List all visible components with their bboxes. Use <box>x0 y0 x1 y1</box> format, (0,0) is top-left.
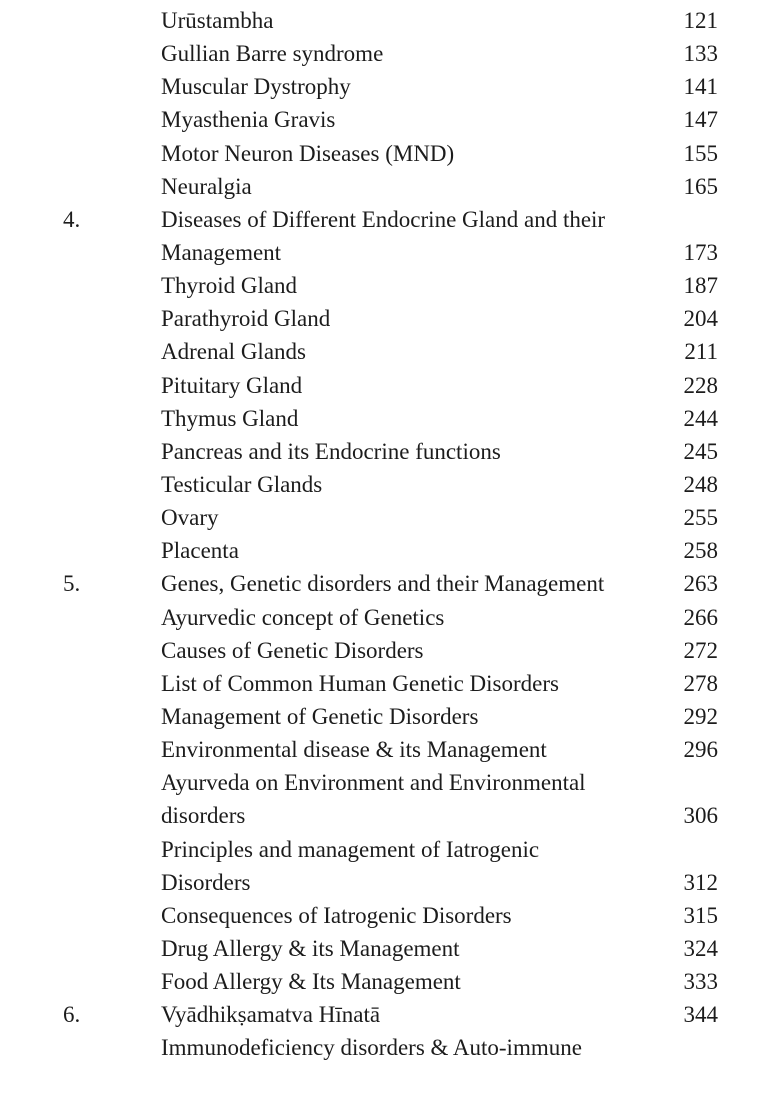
toc-row <box>0 833 780 866</box>
toc-row <box>0 468 780 501</box>
toc-row <box>0 965 780 998</box>
entry-title: Placenta <box>161 538 239 564</box>
entry-title: Parathyroid Gland <box>161 306 331 332</box>
entry-title: Thyroid Gland <box>161 273 298 299</box>
entry-title: Gullian Barre syndrome <box>161 41 384 67</box>
entry-title: Ayurvedic concept of Genetics <box>161 604 445 630</box>
toc-row <box>0 335 780 368</box>
page-number: 266 <box>683 604 718 630</box>
toc-row <box>0 4 780 37</box>
toc-row <box>0 103 780 136</box>
toc-row <box>0 700 780 733</box>
entry-title: Adrenal Glands <box>161 339 306 365</box>
entry-title: Pituitary Gland <box>161 372 303 398</box>
entry-title: Genes, Genetic disorders and their Management <box>161 571 605 597</box>
toc-row <box>0 634 780 667</box>
entry-title: Disorders <box>161 869 251 895</box>
page-number: 312 <box>683 869 718 895</box>
page-number: 344 <box>683 1002 718 1028</box>
entry-title: Immunodeficiency disorders & Auto-immune <box>161 1035 582 1061</box>
page-number: 244 <box>683 405 718 431</box>
chapter-number: 4. <box>63 206 81 232</box>
entry-title: Muscular Dystrophy <box>161 74 351 100</box>
page-number: 155 <box>683 140 718 166</box>
toc-row <box>0 302 780 335</box>
toc-row <box>0 402 780 435</box>
toc-row <box>0 170 780 203</box>
toc-row <box>0 601 780 634</box>
page-number: 324 <box>683 935 718 961</box>
page-number: 258 <box>683 538 718 564</box>
entry-title: Principles and management of Iatrogenic <box>161 836 540 862</box>
entry-title: Causes of Genetic Disorders <box>161 637 424 663</box>
toc-row <box>0 435 780 468</box>
page-number: 228 <box>683 372 718 398</box>
page-number: 204 <box>683 306 718 332</box>
toc-row <box>0 236 780 269</box>
toc-row <box>0 534 780 567</box>
page-number: 121 <box>683 8 718 33</box>
toc-row <box>0 1031 780 1064</box>
toc-row <box>0 269 780 302</box>
toc-row <box>0 998 780 1031</box>
toc-row <box>0 866 780 899</box>
toc-row <box>0 369 780 402</box>
entry-title: Consequences of Iatrogenic Disorders <box>161 902 512 928</box>
chapter-number: 6. <box>63 1002 81 1028</box>
table-of-contents <box>0 4 780 1065</box>
entry-title: Environmental disease & its Management <box>161 737 547 763</box>
entry-title: Ovary <box>161 505 219 531</box>
entry-title: Management of Genetic Disorders <box>161 703 479 729</box>
entry-title: Ayurveda on Environment and Environmental <box>161 770 586 796</box>
page-number: 296 <box>683 737 718 763</box>
toc-row <box>0 501 780 534</box>
page-number: 245 <box>683 438 718 464</box>
page-number: 255 <box>683 505 718 531</box>
toc-row <box>0 37 780 70</box>
toc-row <box>0 203 780 236</box>
toc-row <box>0 567 780 600</box>
toc-row <box>0 667 780 700</box>
entry-title: Food Allergy & Its Management <box>161 969 461 995</box>
page-number: 133 <box>683 41 718 67</box>
toc-row <box>0 932 780 965</box>
page-number: 263 <box>683 571 718 597</box>
page-number: 147 <box>683 107 718 133</box>
page-number: 173 <box>683 239 718 265</box>
page-number: 211 <box>684 339 718 365</box>
entry-title: Drug Allergy & its Management <box>161 935 460 961</box>
toc-row <box>0 733 780 766</box>
page-number: 165 <box>683 173 718 199</box>
entry-title: Myasthenia Gravis <box>161 107 336 133</box>
entry-title: Testicular Glands <box>161 471 323 497</box>
toc-row <box>0 899 780 932</box>
page-number: 315 <box>683 902 718 928</box>
page-number: 187 <box>683 273 718 299</box>
entry-title: Neuralgia <box>161 173 252 199</box>
entry-title: Diseases of Different Endocrine Gland and their <box>161 206 606 232</box>
page-number: 248 <box>683 471 718 497</box>
entry-title: Vyādhikṣamatva Hīnatā <box>161 1002 381 1028</box>
toc-row <box>0 70 780 103</box>
entry-title: Motor Neuron Diseases (MND) <box>161 140 455 166</box>
toc-row <box>0 137 780 170</box>
page-number: 272 <box>683 637 718 663</box>
entry-title: Pancreas and its Endocrine functions <box>161 438 501 464</box>
page-number: 278 <box>683 670 718 696</box>
entry-title: disorders <box>161 803 246 829</box>
page-number: 141 <box>683 74 718 100</box>
entry-title: List of Common Human Genetic Disorders <box>161 670 559 696</box>
toc-row <box>0 799 780 832</box>
entry-title: Thymus Gland <box>161 405 299 431</box>
toc-row <box>0 766 780 799</box>
entry-title: Urūstambha <box>161 8 274 33</box>
page-number: 333 <box>683 969 718 995</box>
chapter-number: 5. <box>63 571 81 597</box>
page-number: 292 <box>683 703 718 729</box>
entry-title: Management <box>161 239 282 265</box>
page-number: 306 <box>683 803 718 829</box>
